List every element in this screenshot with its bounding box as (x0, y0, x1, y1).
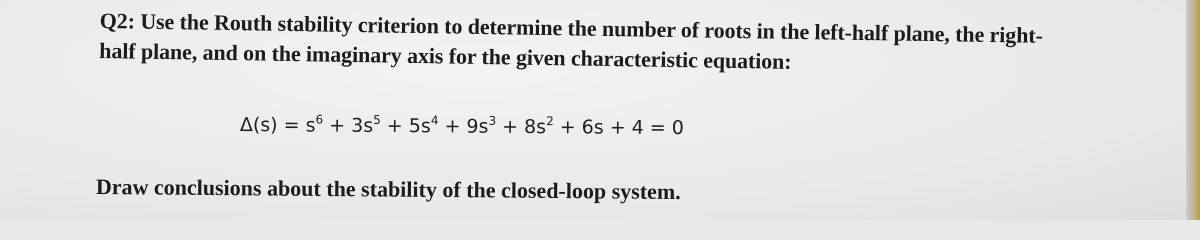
question-line-2: half plane, and on the imaginary axis for the given characteristic equation: (99, 37, 792, 74)
eq-exp-5: 5 (373, 112, 381, 127)
eq-rest: + 6s + 4 = 0 (553, 116, 684, 140)
eq-term-4: + 5s (380, 114, 431, 138)
eq-term-2: + 8s (496, 115, 547, 139)
eq-exp-2: 2 (546, 114, 554, 129)
eq-exp-3: 3 (488, 113, 497, 128)
eq-term-3: + 9s (438, 115, 489, 138)
eq-exp-6: 6 (315, 112, 324, 127)
characteristic-equation (240, 112, 684, 139)
question-line-1: Q2: Use the Routh stability criterion to determine the number of roots in the left-half plane, the right- (99, 7, 1043, 48)
page-edge (1186, 0, 1200, 220)
eq-term-5: + 3s (323, 114, 374, 137)
conclusion-text: Draw conclusions about the stability of the closed-loop system. (95, 174, 681, 205)
eq-exp-4: 4 (430, 113, 439, 128)
eq-lhs: Δ(s) = s (239, 113, 316, 137)
